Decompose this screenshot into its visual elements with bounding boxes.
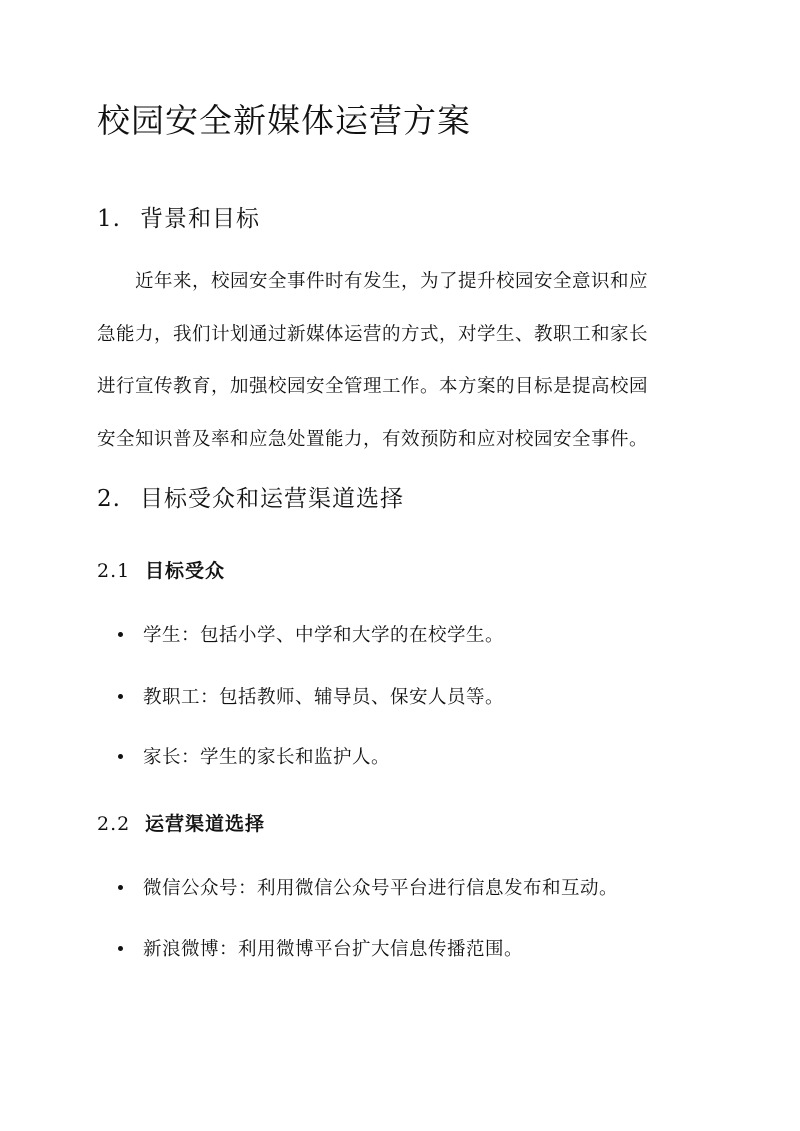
paragraph-line: 安全知识普及率和应急处置能力，有效预防和应对校园安全事件。	[97, 428, 649, 450]
list-item	[118, 683, 504, 709]
subsection-heading-target-audience	[97, 556, 225, 583]
section-number: 2.	[97, 486, 121, 512]
list-item	[118, 874, 618, 900]
list-item-text: 家长：学生的家长和监护人。	[143, 747, 391, 768]
section-heading-audience-channels	[97, 480, 404, 513]
background-paragraph	[97, 256, 717, 466]
paragraph-line: 近年来，校园安全事件时有发生，为了提升校园安全意识和应	[135, 271, 649, 292]
list-item-text: 新浪微博：利用微博平台扩大信息传播范围。	[143, 939, 524, 960]
bullet-icon	[118, 885, 123, 890]
subsection-title: 运营渠道选择	[145, 813, 266, 835]
section-number: 1.	[97, 206, 121, 232]
bullet-icon	[118, 632, 123, 637]
subsection-heading-channel-selection	[97, 809, 265, 836]
list-item	[118, 743, 390, 769]
paragraph-line: 进行宣传教育，加强校园安全管理工作。本方案的目标是提高校园	[97, 376, 649, 397]
subsection-title: 目标受众	[145, 560, 226, 582]
list-item-text: 微信公众号：利用微信公众号平台进行信息发布和互动。	[143, 878, 619, 899]
section-heading-background	[97, 200, 260, 233]
subsection-number: 2.1	[97, 560, 131, 582]
paragraph-line: 急能力，我们计划通过新媒体运营的方式，对学生、教职工和家长	[97, 323, 649, 345]
section-title: 背景和目标	[140, 206, 260, 232]
bullet-icon	[118, 694, 123, 699]
list-item-text: 学生：包括小学、中学和大学的在校学生。	[143, 625, 505, 646]
list-item-text: 教职工：包括教师、辅导员、保安人员等。	[143, 687, 505, 708]
bullet-icon	[118, 754, 123, 759]
section-title: 目标受众和运营渠道选择	[140, 486, 404, 512]
list-item	[118, 935, 523, 961]
bullet-icon	[118, 946, 123, 951]
document-title: 校园安全新媒体运营方案	[97, 101, 471, 140]
list-item	[118, 621, 504, 647]
subsection-number: 2.2	[97, 813, 131, 835]
